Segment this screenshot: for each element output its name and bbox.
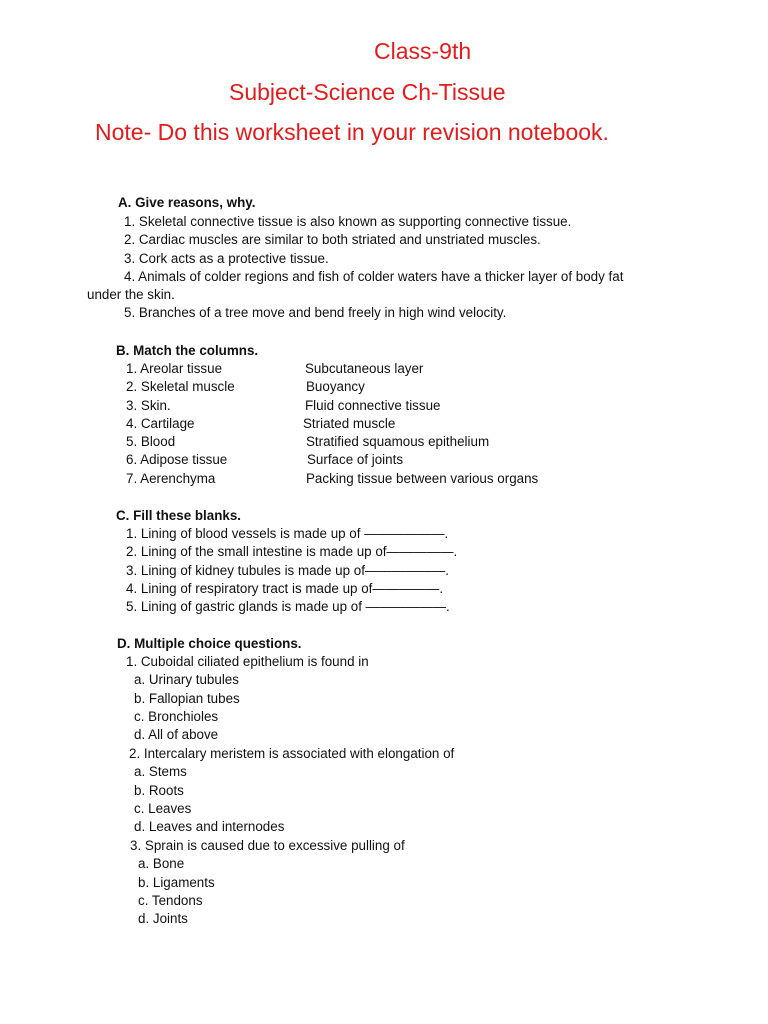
section-a-list [87, 213, 624, 323]
mcq-question-1 [126, 653, 369, 744]
mcq-question-3 [130, 837, 405, 928]
mcq-question: 2. Intercalary meristem is associated with elongation of [129, 746, 455, 761]
mcq-option: d. Joints [138, 911, 188, 927]
match-columns-table [126, 360, 586, 488]
match-right: Packing tissue between various organs [306, 470, 539, 486]
list-item: 2. Lining of the small intestine is made up of—————. [126, 544, 458, 560]
section-d-heading: D. Multiple choice questions. [117, 636, 302, 651]
match-right: Stratified squamous epithelium [306, 434, 490, 450]
subject-heading: Subject-Science Ch-Tissue [229, 79, 506, 105]
mcq-question: 3. Sprain is caused due to excessive pulling of [130, 838, 405, 853]
match-right: Fluid connective tissue [305, 397, 441, 413]
mcq-option: a. Stems [134, 764, 187, 780]
table-row [126, 415, 586, 433]
mcq-question-2 [129, 745, 454, 836]
mcq-option: a. Urinary tubules [134, 672, 239, 688]
mcq-option: a. Bone [138, 856, 185, 872]
section-d-title [117, 635, 302, 653]
list-item: 3. Cork acts as a protective tissue. [124, 250, 329, 266]
section-c-title [116, 507, 241, 525]
match-left: 7. Aerenchyma [126, 470, 216, 486]
match-left: 2. Skeletal muscle [126, 379, 235, 395]
mcq-option: b. Fallopian tubes [134, 690, 240, 706]
list-item-continuation: under the skin. [87, 287, 175, 303]
match-left: 4. Cartilage [126, 415, 195, 431]
class-heading: Class-9th [374, 38, 472, 64]
mcq-option: c. Bronchioles [134, 708, 219, 724]
match-right: Striated muscle [303, 415, 396, 431]
section-a-title [118, 194, 255, 212]
mcq-question: 1. Cuboidal ciliated epithelium is found in [126, 654, 369, 669]
list-item: 3. Lining of kidney tubules is made up of——————. [126, 562, 450, 578]
section-b-title [116, 342, 258, 360]
list-item: 5. Lining of gastric glands is made up of ——————. [126, 599, 450, 615]
match-left: 5. Blood [126, 434, 176, 450]
match-left: 6. Adipose tissue [126, 452, 228, 468]
mcq-option: b. Ligaments [138, 874, 215, 890]
match-left: 1. Areolar tissue [126, 361, 223, 376]
section-c-heading: C. Fill these blanks. [116, 508, 242, 523]
section-b-heading: B. Match the columns. [116, 343, 259, 358]
list-item: 1. Skeletal connective tissue is also known as supporting connective tissue. [124, 214, 572, 229]
table-row [126, 378, 586, 396]
list-item: 4. Lining of respiratory tract is made up of—————. [126, 580, 444, 596]
table-row [126, 397, 586, 415]
section-c-list [126, 525, 457, 616]
mcq-option: c. Tendons [138, 892, 203, 908]
mcq-option: c. Leaves [134, 800, 192, 816]
match-right: Subcutaneous layer [305, 361, 424, 376]
match-right: Surface of joints [307, 452, 404, 468]
mcq-option: b. Roots [134, 782, 184, 798]
match-right: Buoyancy [306, 379, 365, 395]
table-row [126, 433, 586, 451]
list-item: 1. Lining of blood vessels is made up of ——————. [126, 526, 449, 541]
note-heading: Note- Do this worksheet in your revision notebook. [95, 119, 609, 145]
list-item: 2. Cardiac muscles are similar to both striated and unstriated muscles. [124, 232, 541, 248]
list-item: 5. Branches of a tree move and bend freely in high wind velocity. [124, 305, 507, 321]
mcq-option: d. All of above [134, 727, 219, 743]
table-row [126, 451, 586, 469]
mcq-option: d. Leaves and internodes [134, 819, 285, 835]
table-row [126, 470, 586, 488]
match-left: 3. Skin. [126, 397, 171, 413]
table-row [126, 360, 586, 378]
list-item: 4. Animals of colder regions and fish of colder waters have a thicker layer of body fat [124, 268, 624, 284]
section-a-heading: A. Give reasons, why. [118, 195, 256, 210]
